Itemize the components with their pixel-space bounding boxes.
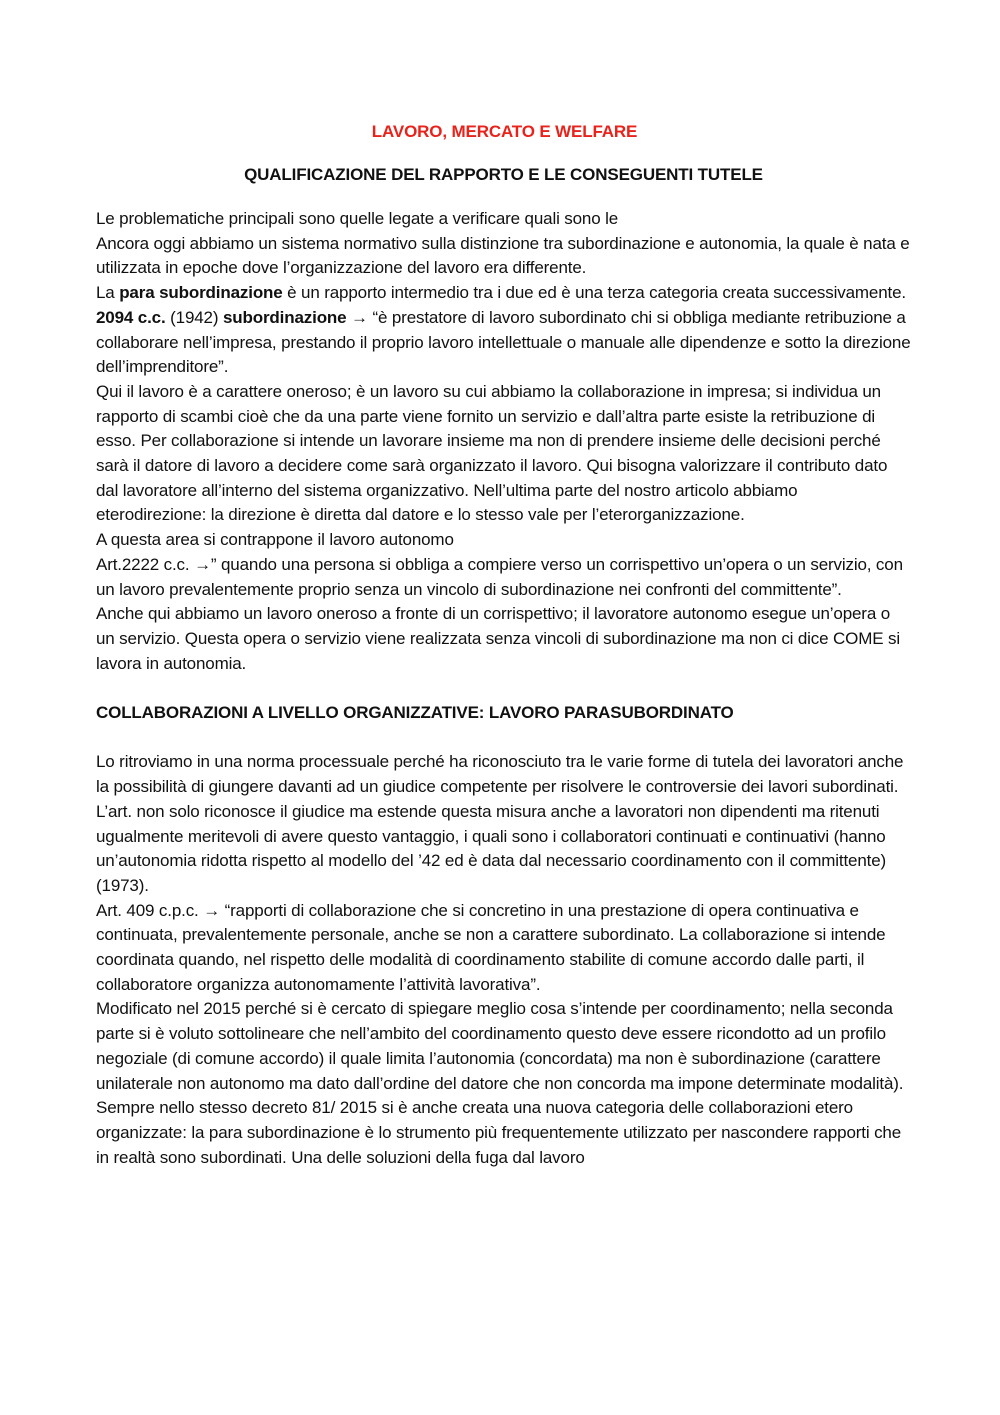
article-2222-ref: Art.2222 c.c. bbox=[96, 554, 195, 574]
term-subordinazione: subordinazione bbox=[222, 307, 347, 327]
term-para-subordinazione: para subordinazione bbox=[119, 283, 283, 303]
paragraph-7-quote: ” quando una persona si obbliga a compiere verso un corrispettivo un’opera o un servizio, con un lavoro prevalentemente proprio senza un vincolo di subordinazione nei confronti del committente”. bbox=[96, 554, 903, 599]
paragraph-8: Anche qui abbiamo un lavoro oneroso a fronte di un corrispettivo; il lavoratore autonomo esegue un’opera o un servizio. Questa opera o servizio viene realizzata senza vincoli di subordinazione ma non ci dice COME si lavora in autonomia. bbox=[96, 604, 900, 673]
paragraph-2: Ancora oggi abbiamo un sistema normativo sulla distinzione tra subordinazione e autonomia, la quale è nata e utilizzata in epoche dove l’organizzazione del lavoro era differente. bbox=[96, 233, 910, 278]
paragraph-3 bbox=[96, 281, 911, 306]
paragraph-9: Lo ritroviamo in una norma processuale perché ha riconosciuto tra le varie forme di tutela dei lavoratori anche la possibilità di giungere davanti ad un giudice competente per risolvere le controversie dei lavori subordinati. L’art. non solo riconosce il giudice ma estende questa misura anche a lavoratori non dipendenti ma ritenuti ugualmente meritevoli di avere questo vantaggio, i quali sono i collaboratori continuati e continuativi (hanno un’autonomia ridotta rispetto al modello del ’42 ed è data dal necessario coordinamento con il committente) (1973). bbox=[96, 752, 904, 895]
arrow-icon: → bbox=[346, 307, 373, 327]
paragraph-4 bbox=[96, 306, 911, 380]
section-heading-parasubordinato: COLLABORAZIONI A LIVELLO ORGANIZZATIVE: LAVORO PARASUBORDINATO bbox=[96, 703, 734, 723]
paragraph-1: Le problematiche principali sono quelle legate a verificare quali sono le bbox=[96, 209, 619, 228]
paragraph-10 bbox=[96, 899, 911, 998]
arrow-icon: → bbox=[194, 554, 211, 574]
paragraph-3-prefix: La bbox=[96, 283, 120, 303]
article-409-ref: Art. 409 c.p.c. bbox=[96, 900, 204, 920]
document-title: LAVORO, MERCATO E WELFARE bbox=[371, 122, 638, 141]
paragraph-3-suffix: è un rapporto intermedio tra i due ed è una terza categoria creata successivamente. bbox=[282, 283, 906, 303]
article-2094-ref: 2094 c.c. bbox=[96, 307, 166, 327]
paragraph-11: Modificato nel 2015 perché si è cercato di spiegare meglio cosa s’intende per coordinamento; nella seconda parte si è voluto sottolineare che nell’ambito del coordinamento questo deve essere ricondotto ad un profilo negoziale (di comune accordo) il quale limita l’autonomia (concordata) ma non è subordinazione (carattere unilaterale non autonomo ma dato dall’ordine del datore che non concorda ma impone determinate modalità). bbox=[96, 999, 904, 1093]
paragraph-7 bbox=[96, 553, 911, 602]
arrow-icon: → bbox=[203, 900, 221, 920]
paragraph-10-quote: “rapporti di collaborazione che si concretino in una prestazione di opera continuativa e continuata, prevalentemente personale, anche se non a carattere subordinato. La collaborazione si intende coordinata quando, nel rispetto delle modalità di coordinamento stabilite di comune accordo dalle parti, il collaboratore organizza autonomamente l’attività lavorativa”. bbox=[96, 900, 886, 994]
paragraph-12: Sempre nello stesso decreto 81/ 2015 si è anche creata una nuova categoria delle collaborazioni etero organizzate: la para subordinazione è lo strumento più frequentemente utilizzato per nascondere rapporti che in realtà sono subordinati. Una delle soluzioni della fuga dal lavoro bbox=[96, 1098, 902, 1167]
document-page bbox=[96, 118, 911, 1170]
document-subtitle: QUALIFICAZIONE DEL RAPPORTO E LE CONSEGUENTI TUTELE bbox=[244, 165, 763, 184]
paragraph-5: Qui il lavoro è a carattere oneroso; è un lavoro su cui abbiamo la collaborazione in impresa; si individua un rapporto di scambi cioè che da una parte viene fornito un servizio e dall’altra parte esiste la retribuzione di esso. Per collaborazione si intende un lavorare insieme ma non di prendere insieme delle decisioni perché sarà il datore di lavoro a decidere come sarà organizzato il lavoro. Qui bisogna valorizzare il contributo dato dal lavoratore all’interno del sistema organizzativo. Nell’ultima parte del nostro articolo abbiamo eterodirezione: la direzione è diretta dal datore e lo stesso vale per l’eterorganizzazione. bbox=[96, 381, 888, 525]
paragraph-4-quote: “è prestatore di lavoro subordinato chi si obbliga mediante retribuzione a collaborare nell’impresa, prestando il proprio lavoro intellettuale o manuale alle dipendenze e sotto la direzione dell’imprenditore”. bbox=[96, 307, 911, 377]
paragraph-6: A questa area si contrappone il lavoro autonomo bbox=[96, 530, 454, 550]
paragraph-4-year: (1942) bbox=[165, 307, 223, 327]
